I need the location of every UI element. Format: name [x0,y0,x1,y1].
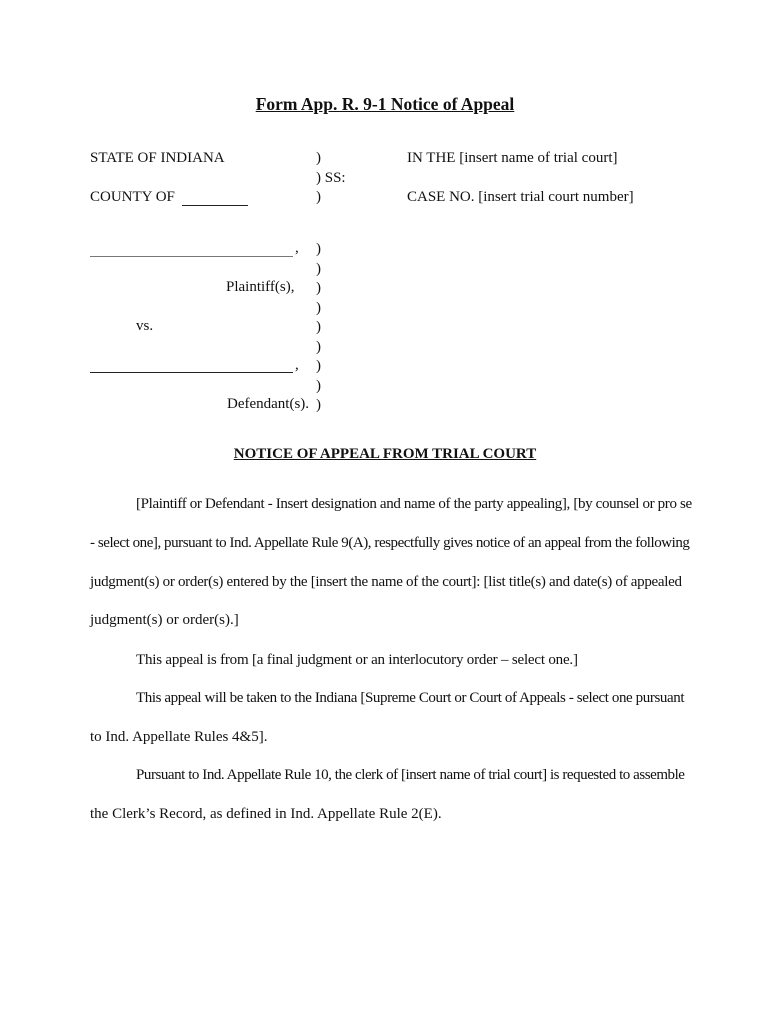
party-paren: ) [316,241,321,257]
party-paren: ) [316,397,321,413]
county-label: COUNTY OF [90,189,175,205]
trial-court-line: IN THE [insert name of trial court] [407,150,618,166]
defendant-name-blank[interactable] [90,372,293,373]
vs-label: vs. [136,318,154,334]
body-line-8: Pursuant to Ind. Appellate Rule 10, the clerk of [insert name of trial court] is requested to assemble [136,767,685,783]
body-line-4: judgment(s) or order(s).] [90,612,239,628]
defendant-comma: , [295,357,299,373]
body-line-2: - select one], pursuant to Ind. Appellate Rule 9(A), respectfully gives notice of an appeal from the following [90,535,690,551]
party-paren: ) [316,299,321,316]
party-paren: ) [316,358,321,374]
caption-paren-2: ) [316,189,321,205]
body-line-9: the Clerk’s Record, as defined in Ind. Appellate Rule 2(E). [90,806,442,822]
plaintiff-comma: , [295,240,299,256]
body-line-1: [Plaintiff or Defendant - Insert designation and name of the party appealing], [by counsel or pro se [136,496,692,512]
body-line-7: to Ind. Appellate Rules 4&5]. [90,729,268,745]
county-blank-line[interactable] [182,205,248,206]
party-paren: ) [316,338,321,355]
case-number-line: CASE NO. [insert trial court number] [407,189,634,205]
party-paren: ) [316,377,321,394]
party-paren: ) [316,260,321,277]
body-line-3: judgment(s) or order(s) entered by the [insert the name of the court]: [list title(s) and date(s) of appealed [90,574,682,590]
party-paren: ) [316,280,321,296]
ss-marker: ) SS: [316,170,346,186]
body-line-5: This appeal is from [a final judgment or an interlocutory order – select one.] [136,652,578,668]
party-paren: ) [316,319,321,335]
body-line-6: This appeal will be taken to the Indiana [Supreme Court or Court of Appeals - select one pursuant [136,690,685,706]
defendant-label: Defendant(s). [227,396,310,412]
plaintiff-name-blank[interactable] [90,256,293,257]
form-title: Form App. R. 9-1 Notice of Appeal [255,94,515,114]
plaintiff-label: Plaintiff(s), [226,279,295,295]
caption-paren-1: ) [316,150,321,166]
state-label: STATE OF INDIANA [90,150,225,166]
party-paren-column [316,240,321,416]
notice-heading: NOTICE OF APPEAL FROM TRIAL COURT [233,446,537,462]
